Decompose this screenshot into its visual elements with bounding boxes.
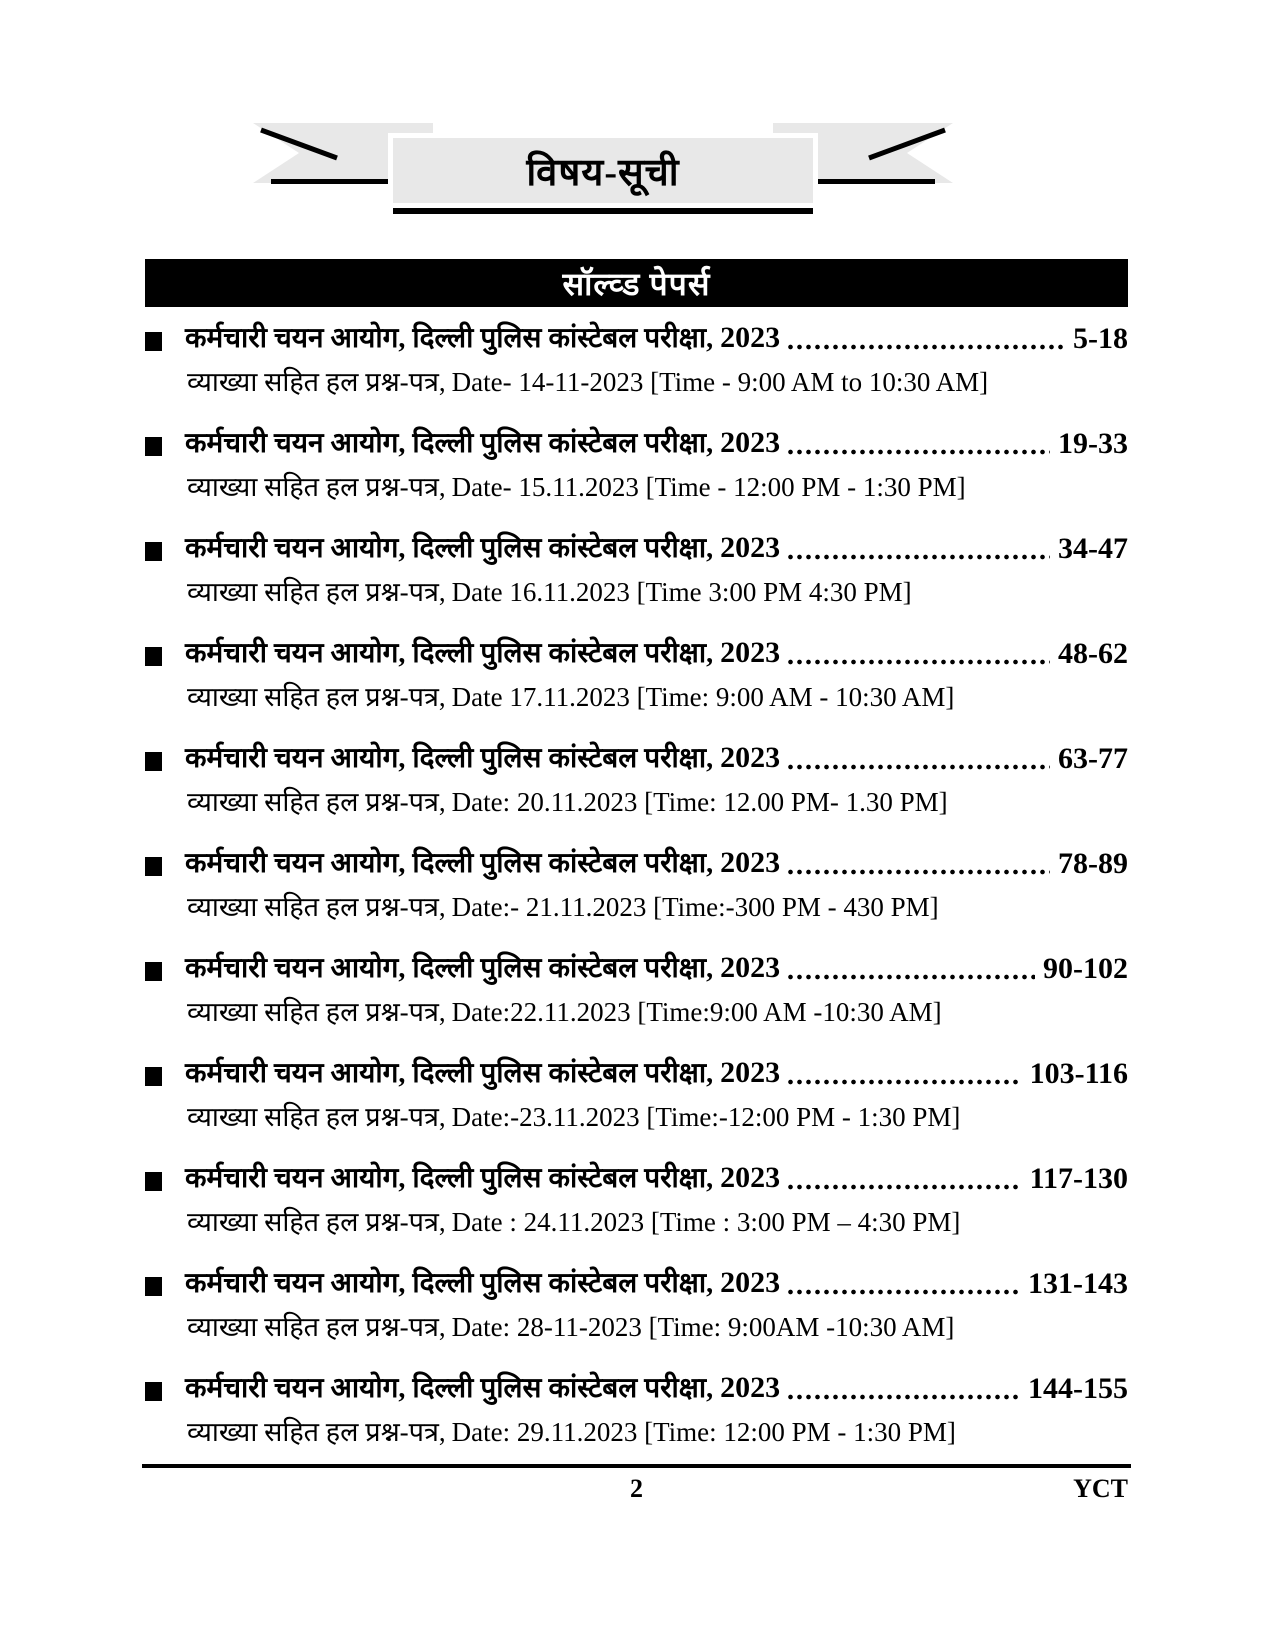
toc-entry-main-line [145,425,1128,462]
entry-title [185,1265,780,1302]
entry-title [185,740,780,777]
entry-detail-hindi: व्याख्या सहित हल प्रश्न-पत्र, [187,472,446,502]
page-title: विषय-सूची [526,151,680,194]
toc-entry-detail-line [145,1101,1128,1133]
entry-detail-date-time: Date: 20.11.2023 [Time: 12.00 PM- 1.30 PM] [451,787,948,817]
entry-page-range: 63-77 [1058,742,1128,775]
dot-leader [786,1079,1022,1085]
toc-list [145,320,1128,1475]
footer-rule [142,1464,1131,1468]
entry-year: 2023 [720,1161,781,1194]
toc-entry-detail-line [145,576,1128,608]
footer [145,1474,1128,1508]
toc-entry [145,635,1128,713]
entry-year: 2023 [720,846,781,879]
entry-title [185,425,780,462]
toc-entry-detail-line [145,366,1128,398]
dot-leader [786,659,1050,665]
entry-year: 2023 [720,1266,781,1299]
toc-entry-main-line [145,1055,1128,1092]
square-bullet-icon [145,752,162,771]
toc-entry-detail-line [145,471,1128,503]
publisher-mark: YCT [1073,1474,1128,1503]
section-header [145,259,1128,307]
entry-title-hindi: कर्मचारी चयन आयोग, दिल्ली पुलिस कांस्टेबल परीक्षा, [185,1163,714,1194]
toc-entry-main-line [145,1160,1128,1197]
square-bullet-icon [145,647,162,666]
toc-entry [145,1055,1128,1133]
toc-entry-main-line [145,530,1128,567]
toc-entry-detail-line [145,1311,1128,1343]
toc-entry-detail-line [145,1416,1128,1448]
entry-detail-hindi: व्याख्या सहित हल प्रश्न-पत्र, [187,997,446,1027]
footer-page-number: 2 [630,1474,643,1503]
toc-entry-main-line [145,845,1128,882]
entry-title [185,1160,780,1197]
entry-title [185,320,780,357]
dot-leader [786,1289,1020,1295]
entry-page-range: 48-62 [1058,637,1128,670]
toc-entry-detail-line [145,1206,1128,1238]
entry-page-range: 131-143 [1028,1267,1128,1300]
entry-page-range: 78-89 [1058,847,1128,880]
entry-title-hindi: कर्मचारी चयन आयोग, दिल्ली पुलिस कांस्टेबल परीक्षा, [185,1268,714,1299]
toc-entry-main-line [145,320,1128,357]
entry-title-hindi: कर्मचारी चयन आयोग, दिल्ली पुलिस कांस्टेबल परीक्षा, [185,533,714,564]
dot-leader [786,1394,1020,1400]
entry-page-range: 19-33 [1058,427,1128,460]
entry-detail-hindi: व्याख्या सहित हल प्रश्न-पत्र, [187,1417,446,1447]
dot-leader [786,344,1065,350]
entry-title-hindi: कर्मचारी चयन आयोग, दिल्ली पुलिस कांस्टेबल परीक्षा, [185,1373,714,1404]
entry-detail-hindi: व्याख्या सहित हल प्रश्न-पत्र, [187,367,446,397]
toc-entry-detail-line [145,891,1128,923]
toc-entry [145,845,1128,923]
entry-title-hindi: कर्मचारी चयन आयोग, दिल्ली पुलिस कांस्टेबल परीक्षा, [185,323,714,354]
entry-title [185,1055,780,1092]
toc-entry-main-line [145,1265,1128,1302]
dot-leader [786,1184,1022,1190]
toc-entry [145,740,1128,818]
dot-leader [786,764,1050,770]
toc-entry [145,320,1128,398]
entry-detail-hindi: व्याख्या सहित हल प्रश्न-पत्र, [187,1102,446,1132]
entry-title-hindi: कर्मचारी चयन आयोग, दिल्ली पुलिस कांस्टेबल परीक्षा, [185,848,714,879]
entry-detail-date-time: Date: 28-11-2023 [Time: 9:00AM -10:30 AM] [451,1312,955,1342]
entry-year: 2023 [720,531,781,564]
entry-page-range: 5-18 [1073,322,1128,355]
toc-entry-main-line [145,950,1128,987]
toc-entry-detail-line [145,681,1128,713]
square-bullet-icon [145,1277,162,1296]
toc-entry [145,1265,1128,1343]
entry-detail-date-time: Date:22.11.2023 [Time:9:00 AM -10:30 AM] [451,997,942,1027]
section-header-label: सॉल्व्ड पेपर्स [562,265,711,302]
title-ribbon [253,116,953,218]
square-bullet-icon [145,332,162,351]
square-bullet-icon [145,1172,162,1191]
entry-detail-hindi: व्याख्या सहित हल प्रश्न-पत्र, [187,577,446,607]
entry-title [185,635,780,672]
square-bullet-icon [145,1067,162,1086]
toc-entry-main-line [145,635,1128,672]
toc-entry [145,1160,1128,1238]
entry-detail-date-time: Date : 24.11.2023 [Time : 3:00 PM – 4:30 PM] [451,1207,961,1237]
entry-title-hindi: कर्मचारी चयन आयोग, दिल्ली पुलिस कांस्टेबल परीक्षा, [185,953,714,984]
entry-title [185,845,780,882]
entry-year: 2023 [720,741,781,774]
square-bullet-icon [145,437,162,456]
dot-leader [786,554,1050,560]
toc-entry-main-line [145,1370,1128,1407]
entry-title [185,950,780,987]
entry-detail-hindi: व्याख्या सहित हल प्रश्न-पत्र, [187,1207,446,1237]
square-bullet-icon [145,962,162,981]
toc-entry-main-line [145,740,1128,777]
entry-detail-date-time: Date: 29.11.2023 [Time: 12:00 PM - 1:30 PM] [451,1417,956,1447]
entry-title-hindi: कर्मचारी चयन आयोग, दिल्ली पुलिस कांस्टेबल परीक्षा, [185,1058,714,1089]
entry-title-hindi: कर्मचारी चयन आयोग, दिल्ली पुलिस कांस्टेबल परीक्षा, [185,638,714,669]
entry-detail-date-time: Date 17.11.2023 [Time: 9:00 AM - 10:30 AM] [451,682,955,712]
square-bullet-icon [145,542,162,561]
dot-leader [786,974,1035,980]
entry-year: 2023 [720,426,781,459]
entry-year: 2023 [720,1371,781,1404]
dot-leader [786,449,1050,455]
entry-page-range: 90-102 [1043,952,1128,985]
entry-title-hindi: कर्मचारी चयन आयोग, दिल्ली पुलिस कांस्टेबल परीक्षा, [185,428,714,459]
entry-detail-hindi: व्याख्या सहित हल प्रश्न-पत्र, [187,1312,446,1342]
entry-title-hindi: कर्मचारी चयन आयोग, दिल्ली पुलिस कांस्टेबल परीक्षा, [185,743,714,774]
entry-title [185,530,780,567]
entry-title [185,1370,780,1407]
entry-detail-hindi: व्याख्या सहित हल प्रश्न-पत्र, [187,892,446,922]
toc-entry [145,425,1128,503]
square-bullet-icon [145,857,162,876]
entry-detail-date-time: Date:- 21.11.2023 [Time:-300 PM - 430 PM] [451,892,939,922]
entry-page-range: 144-155 [1028,1372,1128,1405]
toc-entry [145,1370,1128,1448]
entry-page-range: 103-116 [1029,1057,1128,1090]
entry-detail-date-time: Date 16.11.2023 [Time 3:00 PM 4:30 PM] [451,577,912,607]
toc-entry [145,950,1128,1028]
entry-page-range: 117-130 [1029,1162,1128,1195]
dot-leader [786,869,1050,875]
entry-detail-hindi: व्याख्या सहित हल प्रश्न-पत्र, [187,682,446,712]
entry-year: 2023 [720,1056,781,1089]
toc-entry [145,530,1128,608]
toc-entry-detail-line [145,996,1128,1028]
entry-year: 2023 [720,636,781,669]
square-bullet-icon [145,1382,162,1401]
entry-page-range: 34-47 [1058,532,1128,565]
entry-detail-date-time: Date:-23.11.2023 [Time:-12:00 PM - 1:30 PM] [451,1102,961,1132]
entry-detail-date-time: Date- 15.11.2023 [Time - 12:00 PM - 1:30 PM] [451,472,966,502]
toc-entry-detail-line [145,786,1128,818]
entry-year: 2023 [720,321,781,354]
entry-detail-date-time: Date- 14-11-2023 [Time - 9:00 AM to 10:30 AM] [451,367,989,397]
entry-year: 2023 [720,951,781,984]
entry-detail-hindi: व्याख्या सहित हल प्रश्न-पत्र, [187,787,446,817]
